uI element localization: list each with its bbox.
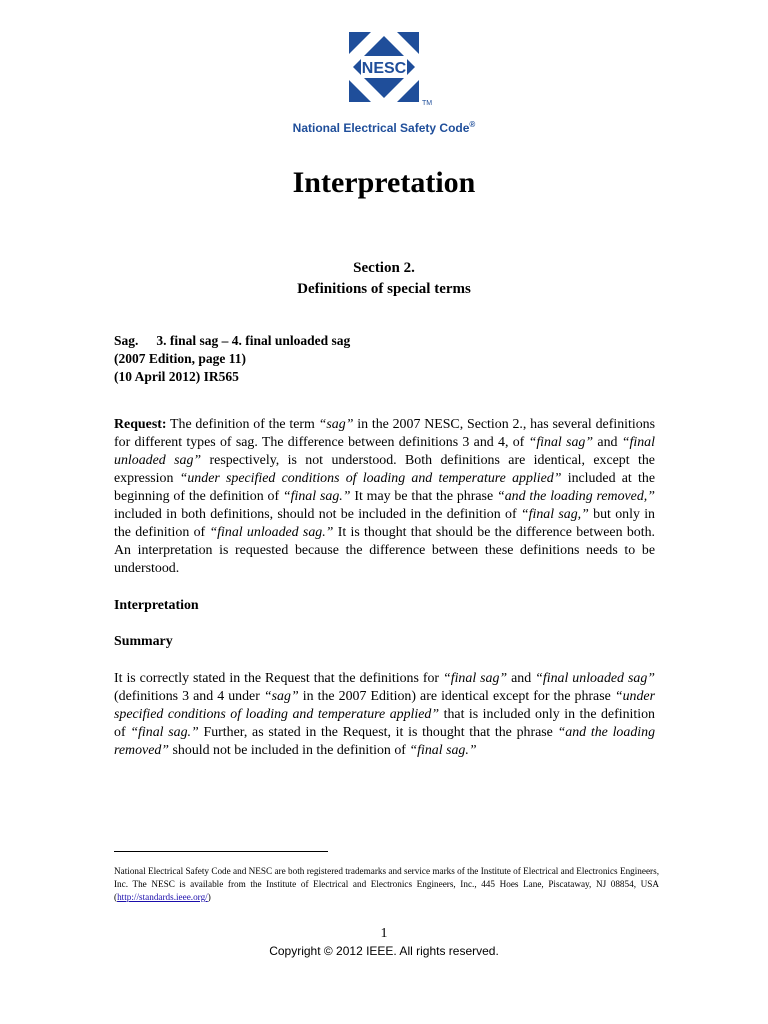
- section-number: Section 2.: [353, 260, 415, 276]
- summary-paragraph: It is correctly stated in the Request that the definitions for “final sag” and “final unloaded sag” (definitions 3 and 4 under “sag” in the 2007 Edition) are identical except for the phrase “under specified conditions of loading and temperature applied” that is included only in the definition of “final sag.” Further, as stated in the Request, it is thought that the phrase “and the loading removed” should not be included in the definition of “final sag.”: [114, 671, 656, 758]
- copyright-notice: Copyright © 2012 IEEE. All rights reserved.: [269, 944, 499, 958]
- meta-edition: (2007 Edition, page 11): [114, 351, 247, 366]
- interpretation-heading: Interpretation: [114, 598, 199, 613]
- summary-heading: Summary: [114, 634, 173, 649]
- footnote-divider: [114, 851, 328, 852]
- trademark-mark: TM: [422, 100, 433, 107]
- standards-link[interactable]: http://standards.ieee.org/: [117, 892, 208, 902]
- meta-date-ir: (10 April 2012) IR565: [114, 369, 239, 384]
- section-name: Definitions of special terms: [297, 281, 471, 297]
- section-heading: [0, 258, 768, 300]
- page-title: Interpretation: [292, 166, 476, 199]
- footnote: National Electrical Safety Code and NESC are both registered trademarks and service marks of the Institute of Electrical and Electronics Engineers, Inc. The NESC is available from the Institute of Electrical and Electronics Engineers, Inc., 445 Hoes Lane, Piscataway, NJ 08854, USA (http://standards.ieee.org/): [114, 866, 659, 902]
- document-meta: [114, 332, 350, 386]
- request-label: Request:: [114, 417, 167, 432]
- registered-mark: ®: [469, 120, 476, 129]
- meta-term: Sag.: [114, 333, 139, 348]
- page-number: 1: [380, 926, 388, 941]
- request-paragraph: Request: The definition of the term “sag” in the 2007 NESC, Section 2., has several definitions for different types of sag. The difference between definitions 3 and 4, of “final sag” and “final unloaded sag” respectively, is not understood. Both definitions are identical, except the expression “under specified conditions of loading and temperature applied” included at the beginning of the definition of “final sag.” It may be that the phrase “and the loading removed,” included in both definitions, should not be included in the definition of “final sag,” but only in the definition of “final unloaded sag.” It is thought that should be the difference between both. An interpretation is requested because the difference between these definitions needs to be understood.: [114, 417, 656, 576]
- nesc-logo: [349, 32, 419, 102]
- meta-definitions: 3. final sag – 4. final unloaded sag: [156, 333, 351, 348]
- logo-caption: National Electrical Safety Code®: [292, 120, 476, 135]
- logo-mark-text: NESC: [361, 60, 407, 77]
